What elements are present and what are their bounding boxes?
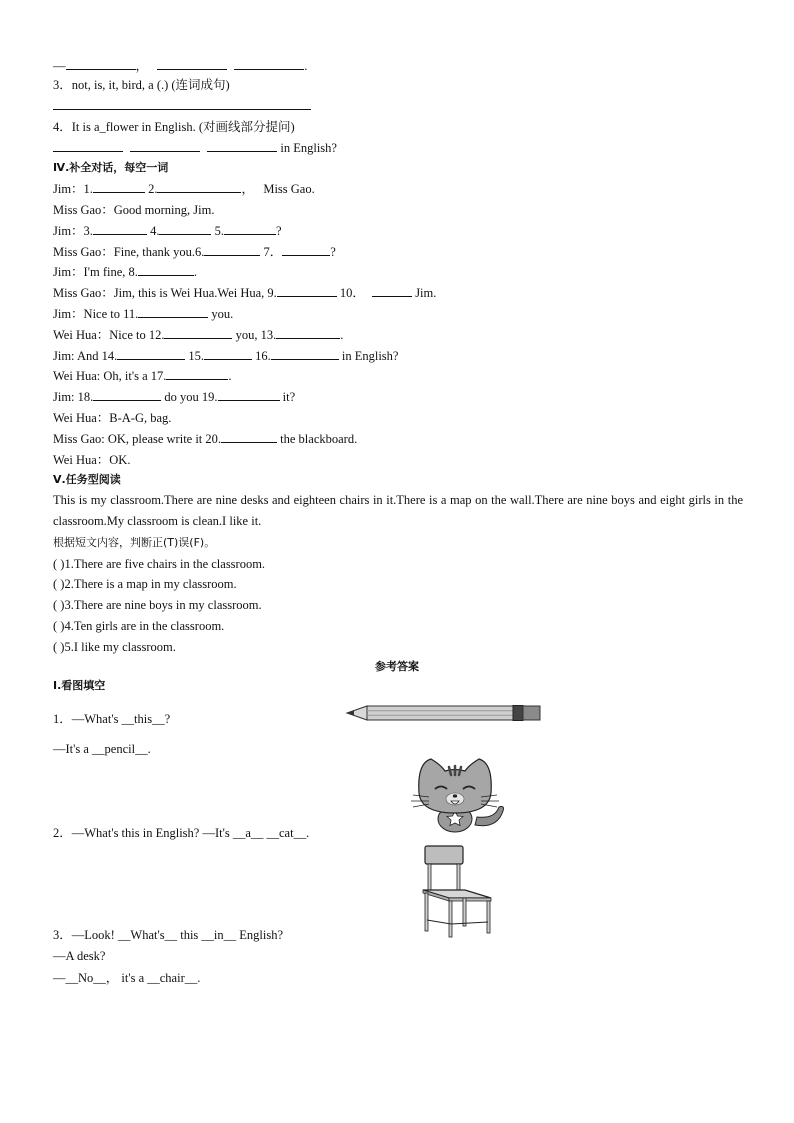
answer-blank-15[interactable] — [204, 348, 252, 360]
answer-blank-12[interactable] — [164, 327, 232, 339]
answer-blank-14[interactable] — [117, 348, 185, 360]
pencil-image — [345, 702, 543, 724]
question-3: 3．not, is, it, bird, a (.) (连词成句) — [53, 78, 230, 92]
tf-item-4[interactable]: ( )4.Ten girls are in the classroom. — [53, 619, 225, 633]
answer-blank-17[interactable] — [166, 368, 228, 380]
dialogue-line-10: Wei Hua: Oh, it's a 17. . — [53, 369, 232, 383]
question-4-answer-line: in English? — [53, 140, 337, 156]
answer-blank-3[interactable] — [93, 223, 147, 235]
answer-3-line-3: —__No__， it's a __chair__. — [53, 971, 201, 985]
answer-blank-1[interactable] — [93, 181, 145, 193]
answers-heading: Ⅰ.看图填空 — [53, 679, 106, 692]
answer-blank-11[interactable] — [138, 306, 208, 318]
answer-blank-6[interactable] — [204, 244, 260, 256]
cat-image — [405, 757, 515, 837]
dialogue-line-12: Wei Hua：B-A-G, bag. — [53, 411, 172, 425]
answer-blank-9[interactable] — [277, 285, 337, 297]
question-3-answer-line[interactable] — [53, 98, 311, 114]
section-4-heading: Ⅳ.补全对话，每空一词 — [53, 161, 169, 174]
answer-blank-18[interactable] — [93, 389, 161, 401]
dialogue-line-14: Wei Hua：OK. — [53, 453, 131, 467]
answer-blank-13[interactable] — [276, 327, 340, 339]
tf-item-5[interactable]: ( )5.I like my classroom. — [53, 640, 176, 654]
dialogue-line-1: Jim：1. 2. ， Miss Gao. — [53, 182, 315, 196]
dialogue-line-7: Jim：Nice to 11. you. — [53, 307, 234, 321]
dialogue-line-5: Jim：I'm fine, 8. . — [53, 265, 198, 279]
dialogue-line-9: Jim: And 14. 15. 16. in English? — [53, 349, 399, 363]
reading-passage: This is my classroom.There are nine desks and eighteen chairs in it.There is a map on the wall.There are nine boys and eight girls in the classroom.My classroom is clean.I like it. — [53, 493, 743, 528]
answer-blank[interactable] — [53, 98, 311, 110]
answer-2: 2．—What's this in English? —It's __a__ __cat__. — [53, 826, 310, 840]
answer-3-line-2: —A desk? — [53, 949, 106, 963]
dialogue-line-6: Miss Gao：Jim, this is Wei Hua.Wei Hua, 9. 10． Jim. — [53, 286, 437, 300]
dialogue-line-8: Wei Hua：Nice to 12. you, 13. . — [53, 328, 344, 342]
answer-blank[interactable] — [234, 58, 304, 70]
answer-blank[interactable] — [66, 58, 136, 70]
tf-item-2[interactable]: ( )2.There is a map in my classroom. — [53, 577, 237, 591]
blank-line-top: — ， . — [53, 59, 308, 73]
reading-instruction: 根据短文内容，判断正(T)误(F)。 — [53, 536, 216, 549]
answer-1-question: 1．—What's __this__? — [53, 712, 171, 726]
dialogue-line-2: Miss Gao：Good morning, Jim. — [53, 203, 215, 217]
dialogue-line-13: Miss Gao: OK, please write it 20. the blackboard. — [53, 432, 358, 446]
chair-image — [415, 842, 495, 938]
tf-item-1[interactable]: ( )1.There are five chairs in the classroom. — [53, 557, 266, 571]
tf-item-3[interactable]: ( )3.There are nine boys in my classroom. — [53, 598, 262, 612]
question-4: 4．It is a_flower in English. (对画线部分提问) — [53, 120, 295, 134]
answer-blank-4[interactable] — [159, 223, 211, 235]
section-5-heading: Ⅴ.任务型阅读 — [53, 473, 121, 486]
answer-1-answer: —It's a __pencil__. — [53, 742, 151, 756]
dialogue-line-3: Jim：3. 4. 5. ? — [53, 224, 282, 238]
answer-blank-7[interactable] — [282, 244, 330, 256]
answer-blank[interactable] — [207, 140, 277, 152]
answer-blank-2[interactable] — [157, 181, 241, 193]
answer-3-question: 3．—Look! __What's__ this __in__ English? — [53, 928, 284, 942]
answer-blank-10[interactable] — [372, 285, 412, 297]
answer-blank[interactable] — [157, 58, 227, 70]
answers-title: 参考答案 — [375, 660, 419, 673]
answer-blank-20[interactable] — [221, 431, 277, 443]
answer-blank-19[interactable] — [218, 389, 280, 401]
answer-blank-16[interactable] — [271, 348, 339, 360]
answer-blank[interactable] — [130, 140, 200, 152]
answer-blank[interactable] — [53, 140, 123, 152]
answer-blank-5[interactable] — [224, 223, 276, 235]
answer-blank-8[interactable] — [138, 264, 194, 276]
dialogue-line-11: Jim: 18. do you 19. it? — [53, 390, 296, 404]
dialogue-line-4: Miss Gao：Fine, thank you.6. 7． ? — [53, 245, 336, 259]
